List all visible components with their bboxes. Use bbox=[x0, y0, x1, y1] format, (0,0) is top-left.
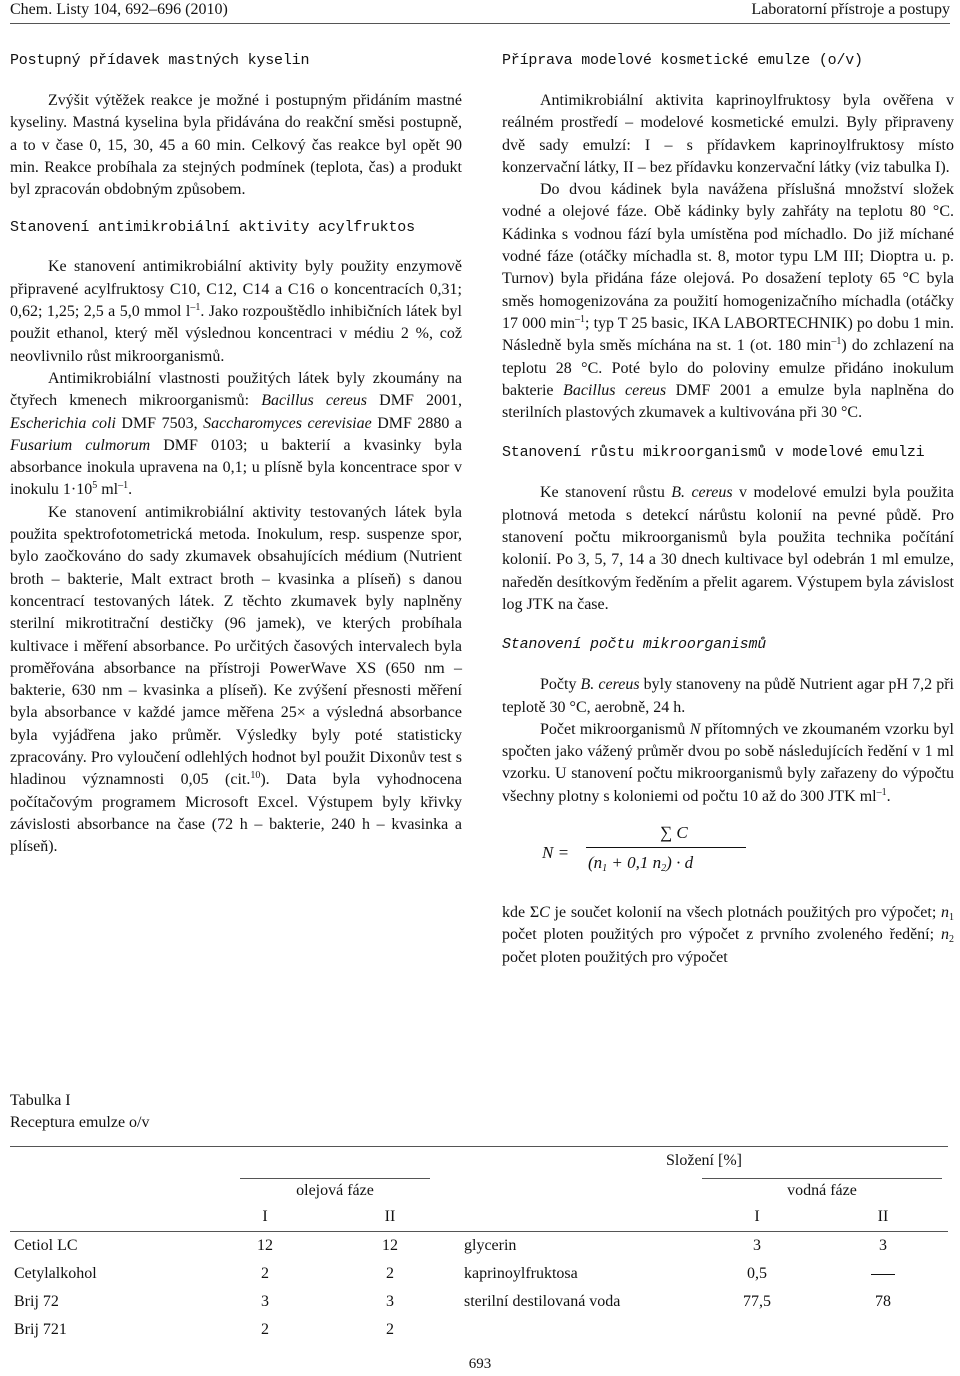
header-rule bbox=[10, 23, 950, 24]
table-number: Tabulka I bbox=[10, 1092, 71, 1109]
paragraph-count-2: Počet mikroorganismů N přítomných ve zkoumaném vzorku byl spočten jako vážený průměr dvou po sobě následujících ředění v 1 ml vzorku. U stanovení počtu mikroorganismů byly zařazeny do výpočtu všechny plotny s koloniemi od počtu 10 až do 300 JTK $ml^{-1}$. bbox=[502, 720, 954, 805]
col-II-water: II bbox=[818, 1203, 948, 1232]
dash-mark bbox=[871, 1274, 895, 1275]
table-caption bbox=[10, 1090, 150, 1134]
composition-header: Složení [%] bbox=[460, 1147, 948, 1176]
col-I-oil: I bbox=[210, 1203, 320, 1232]
section-title-fatty-acids: Postupný přídavek mastných kyselin bbox=[10, 52, 310, 69]
right-column bbox=[502, 50, 954, 969]
formula-colony-count bbox=[542, 822, 954, 884]
paragraph-antimicrobial-2: Antimikrobiální vlastnosti použitých látek byly zkoumány na čtyřech kmenech mikroorganismů: Bacillus cereus DMF 2001, Escherichia coli DMF 7503, Saccharomyces cerevisiae DMF 2880 a Fusarium culmorum DMF 0103; u bakterií a kvasinky byla absorbance inokula upravena na 0,1; u plísně byla koncentrace spor v inokulu $1\cdot 10^5$ $ml^{-1}$. bbox=[10, 369, 462, 499]
table-row: Brij 721 2 2 bbox=[14, 1321, 394, 1338]
paragraph-growth: Ke stanovení růstu B. cereus v modelové emulzi byla použita plotnová metoda s detekcí nárůstu kolonií na pevné půdě. Pro stanovení počtu mikroorganismů byla použita technika počítání kolonií. Po 3, 5, 7, 14 a 30 dnech kultivace byl odebrán 1 ml emulze, naředěn desítkovým ředěním a přelit agarem. Výstupem byla závislost log JTK na čase. bbox=[502, 484, 954, 613]
table-row: Cetiol LC 12 12 glycerin 3 3 bbox=[14, 1237, 887, 1254]
fraction-bar bbox=[586, 847, 746, 848]
table-row: Brij 72 3 3 sterilní destilovaná voda 77,5 78 bbox=[14, 1293, 891, 1310]
running-header bbox=[10, 0, 950, 22]
paragraph-formula-legend: kde ΣC je součet kolonií na všech plotnách použitých pro výpočet; $n_1$ počet ploten použitých pro výpočet z prvního zvoleného ředění; $n_2$ počet ploten použitých pro výpočet bbox=[502, 904, 954, 966]
table-header-group bbox=[10, 1147, 948, 1176]
formula-numerator: ∑ C bbox=[660, 823, 688, 843]
dash-cell bbox=[818, 1260, 948, 1288]
section-title-antimicrobial: Stanovení antimikrobiální aktivity acylfruktos bbox=[10, 219, 415, 237]
paragraph-emulsion-2: Do dvou kádinek byla navážena příslušná množství složek vodné a olejové fáze. Obě kádinky byly zahřáty na teplotu 80 °C. Kádinka s vodnou fází byla umístěna pod míchadlo. Do již míchané vodné fáze (otáčky míchadla st. 8, motor typu LM III; Dioptra u. p. Turnov) byla přidána fáze olejová. Po dosažení teploty 65 °C byla směs homogenizována za použití homogenizačního míchadla (otáčky 17 000 $\min^{-1}$; typ T 25 basic, IKA LABORTECHNIK) po dobu 1 min. Následně byla směs míchána na st. 1 (ot. 180 $\min^{-1}$) do zchlazení na teplotu 28 °C. Poté bylo do poloviny emulze přidáno inokulum bakterie Bacillus cereus DMF 2001 a emulze byla naplněna do sterilních plastových zkumavek a kultivována při 30 °C. bbox=[502, 181, 955, 422]
formula-lhs: N = bbox=[542, 843, 570, 863]
page-number: 693 bbox=[468, 1356, 492, 1372]
table-header-sets bbox=[10, 1203, 948, 1232]
paragraph-antimicrobial-1: Ke stanovení antimikrobiální aktivity byly použity enzymově připravené acylfruktosy C10, C12, C14 a C16 o koncentracích 0,31; 0,62; 1,25; 2,5 a 5,0 mmol $l^{-1}$. Jako rozpouštědlo inhibičních látek byl použit ethanol, který měl výslednou koncentraci v médiu 2 %, což neovlivnilo růst mikroorganismů. bbox=[10, 258, 463, 365]
paragraph-count-1: Počty B. cereus byly stanoveny na půdě Nutrient agar pH 7,2 při teplotě 30 °C, aerobně, 24 h. bbox=[502, 676, 955, 716]
paragraph-emulsion-1: Antimikrobiální aktivita kaprinoylfruktosy byla ověřena v reálném prostředí – modelové kosmetické emulzi. Byly připraveny dvě sady emulzí: I – s přídavkem kaprinoylfruktosy místo konzervační látky, II – bez přídavku konzervační látky (viz tabulka I). bbox=[502, 92, 954, 176]
left-column bbox=[10, 50, 462, 859]
journal-citation: Chem. Listy 104, 692–696 (2010) bbox=[10, 1, 228, 18]
paragraph-antimicrobial-3: Ke stanovení antimikrobiální aktivity testovaných látek byla použita spektrofotometrická metoda. Inokulum, resp. suspenze spor, bylo zaočkováno do sady zkumavek obsahujících médium (Nutrient broth – bakterie, Malt extract broth – kvasinka a plíseň) s danou koncentrací testovaných látek. Z těchto zkumavek byly naplněny sterilní mikrotitrační destičky (96 jamek), ve kterých probíhala kultivace i měření absorbance. Po určitých časových intervalech byla proměřována absorbance na přístroji PowerWave XS (650 nm – bakterie, 630 nm – kvasinka a plíseň). Ke zvýšení přesnosti měření byla absorbance v každé jamce měřena 25× a výsledná absorbance byla vyjádřena jako průměr. Výsledky byly poté statisticky zpracovány. Pro vyloučení odlehlých hodnot byl použit Dixonův test s hladinou významnosti 0,05 (cit.$^{10}$). Data byla vyhodnocena počítačovým programem Microsoft Excel. Výstupem byly křivky závislosti absorbance na čase (72 h – bakterie, 240 h – kvasinka a plíseň). bbox=[10, 503, 462, 856]
oil-phase-header: olejová fáze bbox=[210, 1175, 460, 1203]
paragraph-fatty-acids: Zvýšit výtěžek reakce je možné i postupným přidáním mastné kyseliny. Mastná kyselina byla přidávána do reakční směsi postupně, a to v čase 0, 15, 30, 45 a 60 min. Celkový čas reakce byl opět 90 min. Reakce probíhala za stejných podmínek (teplota, čas) a produkt byl zpracován obdobným způsobem. bbox=[10, 92, 462, 199]
col-I-water: I bbox=[696, 1203, 818, 1232]
section-title-count: Stanovení počtu mikroorganismů bbox=[502, 636, 767, 654]
table-title: Receptura emulze o/v bbox=[10, 1114, 150, 1131]
formula-denominator: ($n_1 + 0,1$ $n_2) \cdot d$ bbox=[588, 853, 694, 875]
recipe-table bbox=[10, 1146, 948, 1344]
section-name: Laboratorní přístroje a postupy bbox=[751, 1, 950, 18]
table-row: Cetylalkohol 2 2 kaprinoylfruktosa 0,5 bbox=[10, 1260, 948, 1288]
table-header-phases bbox=[10, 1175, 948, 1203]
section-title-emulsion: Příprava modelové kosmetické emulze (o/v) bbox=[502, 52, 863, 69]
section-title-growth: Stanovení růstu mikroorganismů v modelové emulzi bbox=[502, 444, 925, 462]
water-phase-header: vodná fáze bbox=[696, 1175, 948, 1203]
col-II-oil: II bbox=[320, 1203, 460, 1232]
